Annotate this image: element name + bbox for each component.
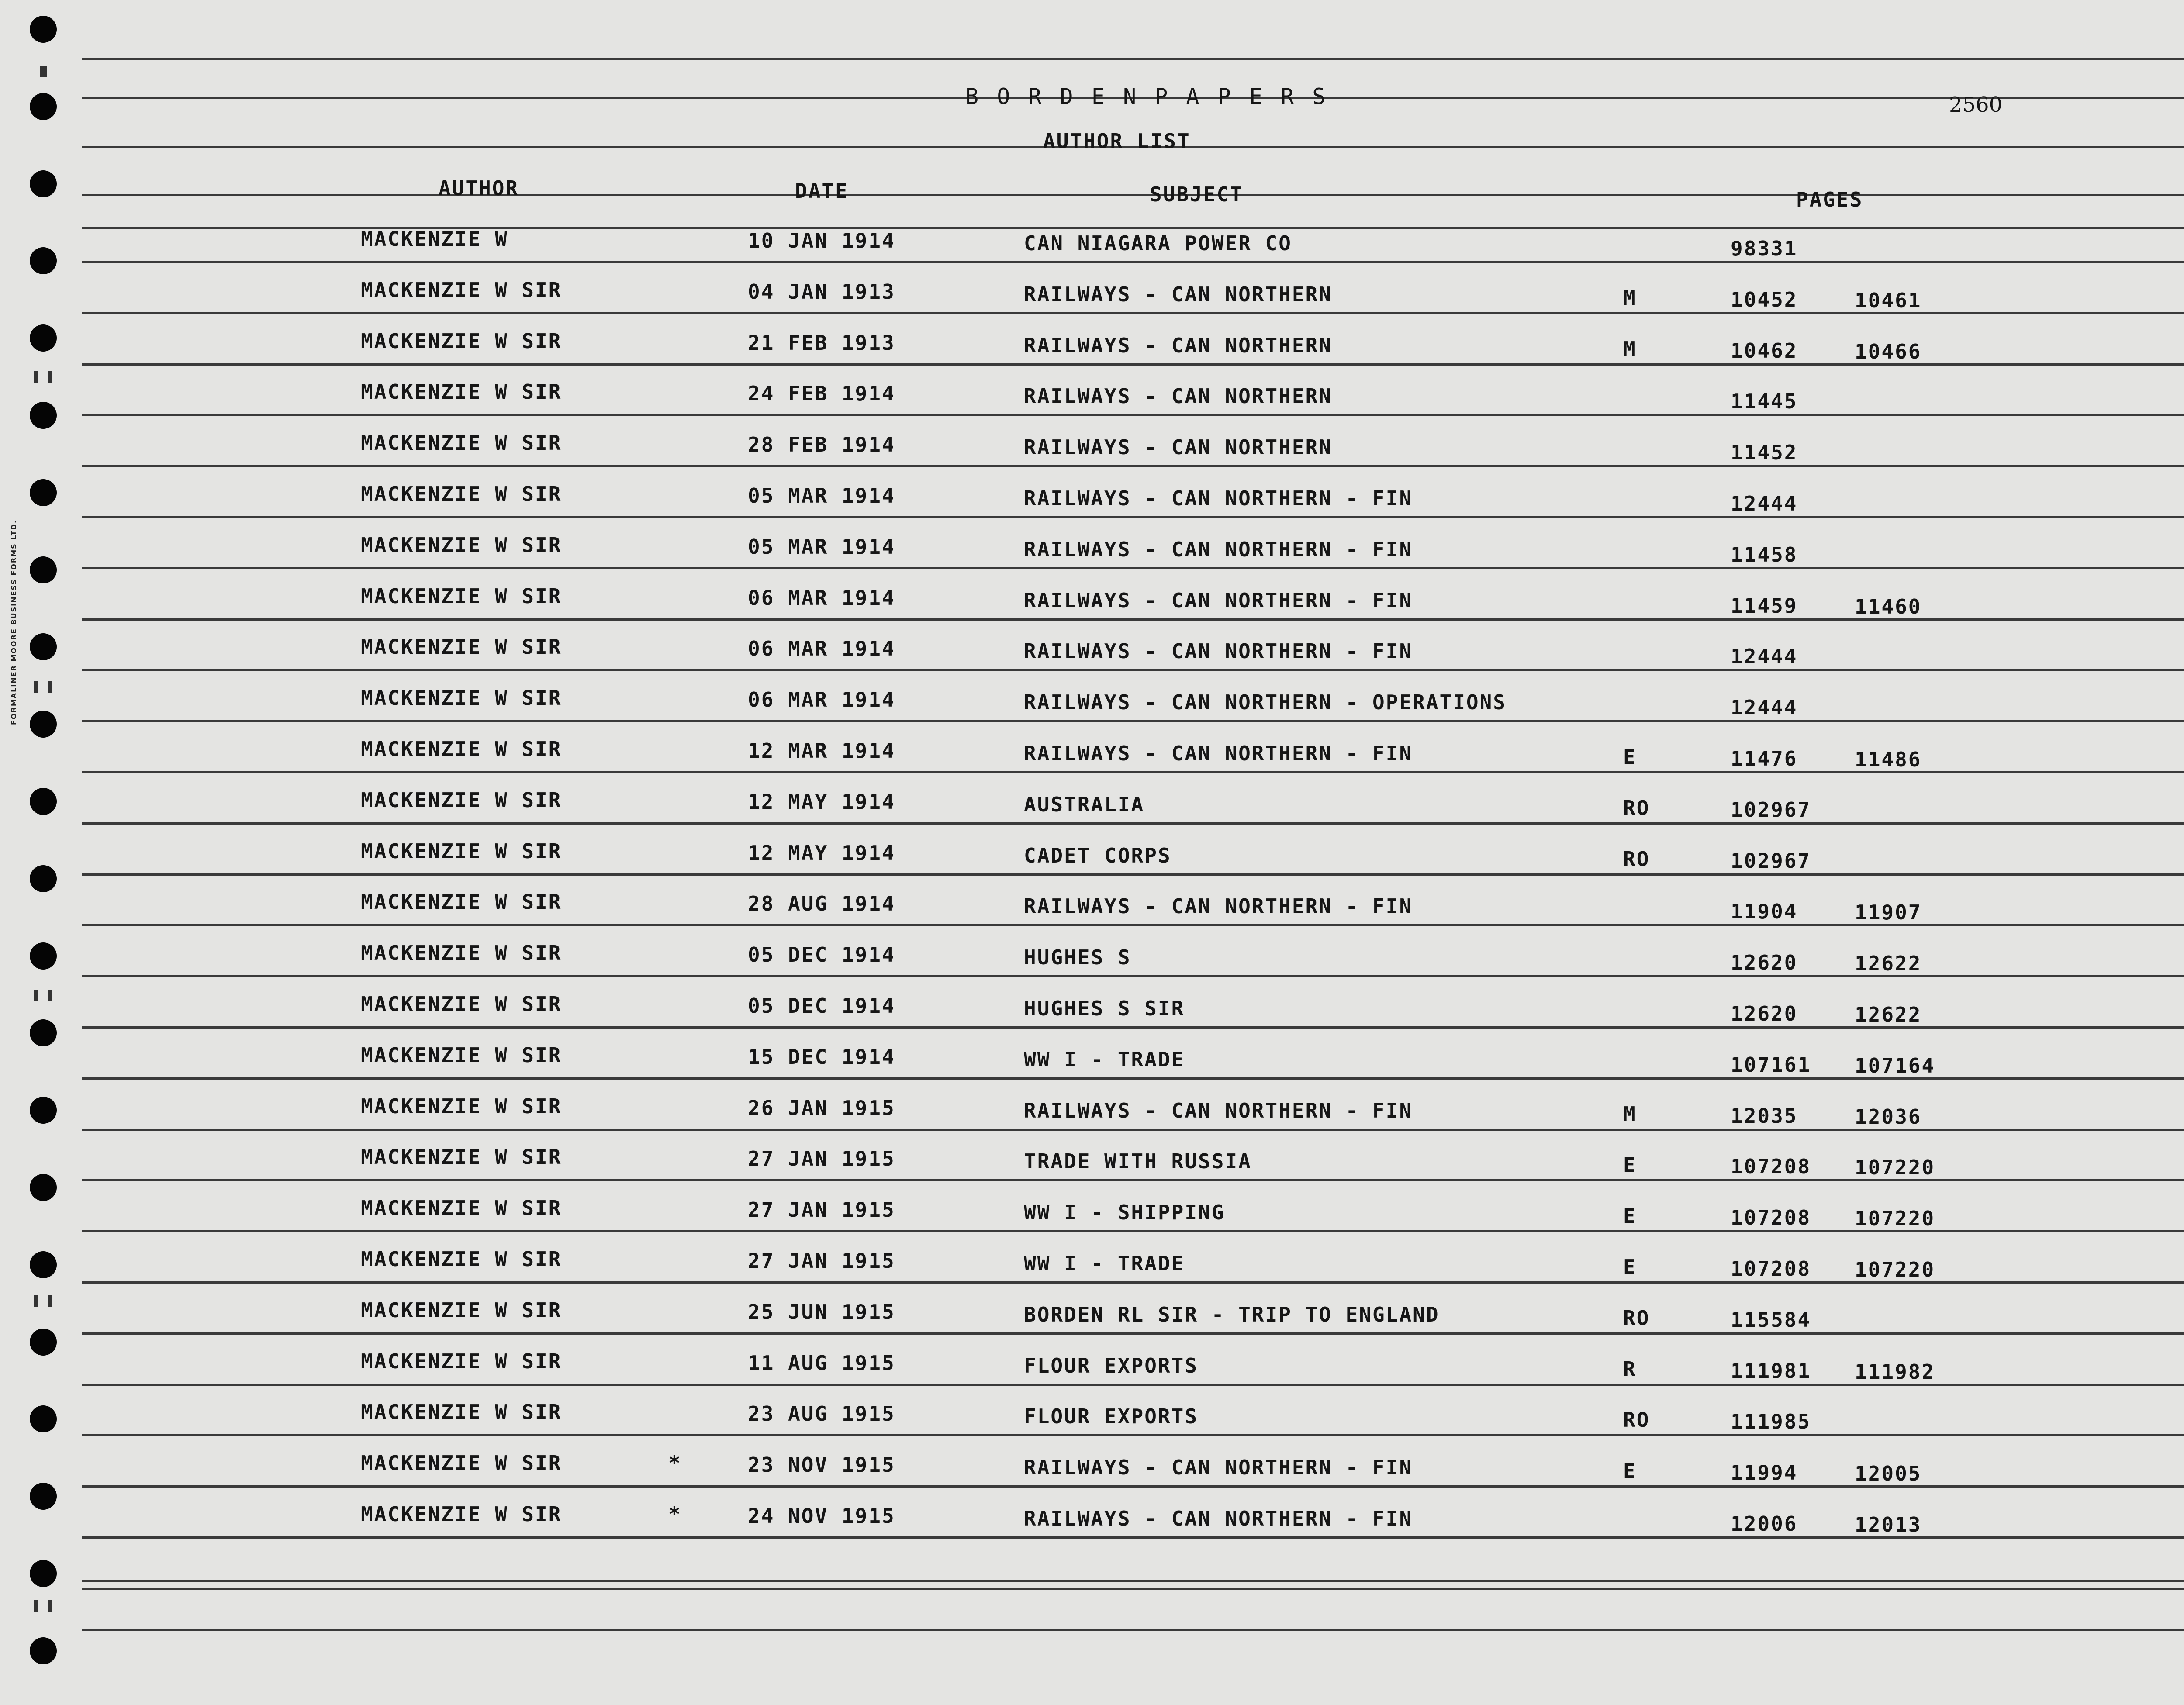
- code-cell: M: [1623, 286, 1637, 310]
- page-from-cell: 111981: [1731, 1359, 1811, 1383]
- date-cell: 28 AUG 1914: [748, 892, 895, 915]
- author-cell: MACKENZIE W SIR: [361, 1196, 562, 1220]
- page-from-cell: 12620: [1731, 1002, 1798, 1025]
- ruled-line: [82, 567, 2184, 569]
- subject-cell: RAILWAYS - CAN NORTHERN - FIN: [1024, 1099, 1413, 1122]
- ruled-line: [82, 465, 2184, 467]
- subject-cell: AUSTRALIA: [1024, 793, 1145, 816]
- ruled-line: [82, 1332, 2184, 1335]
- page-to-cell: 107220: [1855, 1258, 1935, 1281]
- table-row: [0, 380, 2184, 413]
- page-to-cell: 12622: [1855, 1003, 1922, 1026]
- ruled-line: [82, 1077, 2184, 1080]
- tractor-hole: [30, 556, 57, 583]
- date-cell: 05 DEC 1914: [748, 994, 895, 1018]
- ruled-line: [82, 1384, 2184, 1386]
- page-to-cell: 11486: [1855, 748, 1922, 771]
- author-cell: MACKENZIE W SIR: [361, 1043, 562, 1067]
- author-cell: MACKENZIE W SIR: [361, 992, 562, 1016]
- ruled-line: [82, 618, 2184, 621]
- table-row: [0, 482, 2184, 515]
- page-from-cell: 11459: [1731, 594, 1798, 618]
- date-cell: 04 JAN 1913: [748, 280, 895, 304]
- date-cell: 27 JAN 1915: [748, 1249, 895, 1273]
- tractor-hole: [30, 16, 57, 43]
- date-cell: 27 JAN 1915: [748, 1147, 895, 1170]
- table-row: [0, 431, 2184, 464]
- author-cell: MACKENZIE W SIR: [361, 1451, 562, 1475]
- page-from-cell: 12620: [1731, 951, 1798, 974]
- page-from-cell: 102967: [1731, 849, 1811, 873]
- perforation-mark: [34, 371, 38, 383]
- page-to-cell: 10461: [1855, 289, 1922, 312]
- date-cell: 06 MAR 1914: [748, 586, 895, 610]
- column-header-subject: SUBJECT: [1150, 183, 1244, 206]
- page-from-cell: 11452: [1731, 441, 1798, 464]
- table-row: [0, 1451, 2184, 1485]
- table-row: [0, 533, 2184, 566]
- page-from-cell: 11994: [1731, 1461, 1798, 1484]
- page-to-cell: 107220: [1855, 1207, 1935, 1230]
- code-cell: M: [1623, 337, 1637, 361]
- date-cell: 23 NOV 1915: [748, 1453, 895, 1477]
- date-cell: 05 MAR 1914: [748, 484, 895, 507]
- code-cell: M: [1623, 1102, 1637, 1126]
- marker-cell: *: [668, 1502, 682, 1526]
- report-title: B O R D E N P A P E R S: [965, 84, 1328, 109]
- subject-cell: RAILWAYS - CAN NORTHERN: [1024, 435, 1332, 459]
- date-cell: 05 DEC 1914: [748, 943, 895, 966]
- date-cell: 12 MAR 1914: [748, 739, 895, 763]
- perforation-mark: [48, 681, 52, 693]
- subject-cell: RAILWAYS - CAN NORTHERN - FIN: [1024, 742, 1413, 765]
- tractor-hole: [30, 1560, 57, 1587]
- subject-cell: RAILWAYS - CAN NORTHERN - FIN: [1024, 894, 1413, 918]
- ruled-line: [82, 1281, 2184, 1284]
- code-cell: RO: [1623, 847, 1650, 871]
- ruled-line: [82, 516, 2184, 518]
- page-to-cell: 11907: [1855, 901, 1922, 924]
- ruled-line: [82, 1588, 2184, 1590]
- ruled-line: [82, 924, 2184, 926]
- date-cell: 11 AUG 1915: [748, 1351, 895, 1375]
- marker-cell: *: [668, 1451, 682, 1475]
- subject-cell: WW I - SHIPPING: [1024, 1201, 1225, 1224]
- table-row: [0, 227, 2184, 260]
- date-cell: 27 JAN 1915: [748, 1198, 895, 1222]
- page-to-cell: 10466: [1855, 340, 1922, 363]
- column-header-author: AUTHOR: [439, 176, 519, 200]
- page-to-cell: 12005: [1855, 1462, 1922, 1485]
- ruled-line: [82, 312, 2184, 314]
- ruled-line: [82, 1485, 2184, 1488]
- table-row: [0, 1094, 2184, 1129]
- subject-cell: HUGHES S SIR: [1024, 997, 1185, 1020]
- code-cell: RO: [1623, 1306, 1650, 1330]
- subject-cell: CADET CORPS: [1024, 844, 1171, 867]
- table-row: [0, 839, 2184, 873]
- author-cell: MACKENZIE W SIR: [361, 635, 562, 659]
- date-cell: 06 MAR 1914: [748, 637, 895, 660]
- ruled-line: [82, 1179, 2184, 1181]
- column-header-date: DATE: [795, 179, 849, 203]
- date-cell: 21 FEB 1913: [748, 331, 895, 355]
- table-row: [0, 584, 2184, 618]
- author-cell: MACKENZIE W: [361, 227, 508, 251]
- ruled-line: [82, 771, 2184, 773]
- page-from-cell: 102967: [1731, 798, 1811, 821]
- table-row: [0, 737, 2184, 771]
- tractor-hole: [30, 865, 57, 892]
- author-cell: MACKENZIE W SIR: [361, 890, 562, 914]
- page-from-cell: 115584: [1731, 1308, 1811, 1332]
- tractor-hole: [30, 711, 57, 738]
- author-cell: MACKENZIE W SIR: [361, 1145, 562, 1169]
- author-cell: MACKENZIE W SIR: [361, 533, 562, 557]
- perforation-mark: [44, 66, 47, 77]
- date-cell: 28 FEB 1914: [748, 433, 895, 456]
- table-row: [0, 1298, 2184, 1332]
- subject-cell: FLOUR EXPORTS: [1024, 1354, 1199, 1377]
- perforation-mark: [40, 66, 44, 77]
- table-row: [0, 1043, 2184, 1077]
- perforation-mark: [34, 1295, 38, 1307]
- page-from-cell: 11476: [1731, 747, 1798, 770]
- ruled-line: [82, 1434, 2184, 1436]
- table-row: [0, 635, 2184, 668]
- code-cell: E: [1623, 1204, 1637, 1228]
- author-cell: MACKENZIE W SIR: [361, 686, 562, 710]
- page-to-cell: 12013: [1855, 1513, 1922, 1536]
- code-cell: E: [1623, 745, 1637, 769]
- page-from-cell: 107208: [1731, 1206, 1811, 1229]
- table-row: [0, 1502, 2184, 1536]
- page-from-cell: 98331: [1731, 237, 1798, 260]
- column-header-pages: PAGES: [1796, 188, 1863, 211]
- table-row: [0, 1145, 2184, 1179]
- subject-cell: CAN NIAGARA POWER CO: [1024, 231, 1292, 255]
- ruled-line: [82, 414, 2184, 416]
- perforation-mark: [48, 1600, 52, 1612]
- author-cell: MACKENZIE W SIR: [361, 278, 562, 302]
- author-cell: MACKENZIE W SIR: [361, 1247, 562, 1271]
- table-row: [0, 992, 2184, 1026]
- page-from-cell: 107208: [1731, 1155, 1811, 1178]
- page-from-cell: 12444: [1731, 696, 1798, 719]
- subject-cell: RAILWAYS - CAN NORTHERN - OPERATIONS: [1024, 690, 1507, 714]
- code-cell: E: [1623, 1153, 1637, 1177]
- page-from-cell: 12006: [1731, 1512, 1798, 1536]
- subject-cell: RAILWAYS - CAN NORTHERN: [1024, 384, 1332, 408]
- page-from-cell: 12444: [1731, 645, 1798, 668]
- table-row: [0, 941, 2184, 975]
- subject-cell: RAILWAYS - CAN NORTHERN: [1024, 334, 1332, 357]
- date-cell: 06 MAR 1914: [748, 688, 895, 711]
- tractor-hole: [30, 93, 57, 120]
- ruled-line: [82, 1129, 2184, 1131]
- date-cell: 15 DEC 1914: [748, 1045, 895, 1069]
- subject-cell: RAILWAYS - CAN NORTHERN: [1024, 283, 1332, 306]
- subject-cell: RAILWAYS - CAN NORTHERN - FIN: [1024, 639, 1413, 663]
- page-to-cell: 111982: [1855, 1360, 1935, 1384]
- author-cell: MACKENZIE W SIR: [361, 380, 562, 404]
- author-cell: MACKENZIE W SIR: [361, 788, 562, 812]
- author-cell: MACKENZIE W SIR: [361, 1350, 562, 1373]
- ruled-line: [82, 1026, 2184, 1029]
- subject-cell: RAILWAYS - CAN NORTHERN - FIN: [1024, 1507, 1413, 1530]
- author-cell: MACKENZIE W SIR: [361, 1502, 562, 1526]
- author-cell: MACKENZIE W SIR: [361, 431, 562, 455]
- subject-cell: FLOUR EXPORTS: [1024, 1405, 1199, 1428]
- table-row: [0, 1196, 2184, 1230]
- page-from-cell: 11445: [1731, 390, 1798, 413]
- page-from-cell: 11458: [1731, 543, 1798, 566]
- author-cell: MACKENZIE W SIR: [361, 1400, 562, 1424]
- subject-cell: WW I - TRADE: [1024, 1252, 1185, 1275]
- perforation-mark: [48, 1295, 52, 1307]
- date-cell: 23 AUG 1915: [748, 1402, 895, 1425]
- perforation-mark: [34, 1600, 38, 1612]
- tractor-hole: [30, 1019, 57, 1046]
- subject-cell: RAILWAYS - CAN NORTHERN - FIN: [1024, 487, 1413, 510]
- table-row: [0, 1400, 2184, 1433]
- table-row: [0, 686, 2184, 719]
- date-cell: 26 JAN 1915: [748, 1096, 895, 1120]
- ruled-line: [82, 873, 2184, 876]
- ruled-line: [82, 822, 2184, 825]
- code-cell: RO: [1623, 796, 1650, 820]
- subject-cell: RAILWAYS - CAN NORTHERN - FIN: [1024, 538, 1413, 561]
- ruled-line: [82, 58, 2184, 60]
- ruled-line: [82, 975, 2184, 977]
- ruled-line: [82, 363, 2184, 366]
- ruled-line: [82, 1580, 2184, 1582]
- page-to-cell: 107220: [1855, 1156, 1935, 1179]
- author-cell: MACKENZIE W SIR: [361, 941, 562, 965]
- subject-cell: RAILWAYS - CAN NORTHERN - FIN: [1024, 1456, 1413, 1479]
- perforation-mark: [48, 371, 52, 383]
- date-cell: 24 FEB 1914: [748, 382, 895, 405]
- page-from-cell: 12035: [1731, 1104, 1798, 1128]
- date-cell: 10 JAN 1914: [748, 229, 895, 252]
- code-cell: E: [1623, 1255, 1637, 1279]
- page-from-cell: 107161: [1731, 1053, 1811, 1077]
- ruled-line: [82, 1536, 2184, 1539]
- page-from-cell: 12444: [1731, 492, 1798, 515]
- author-cell: MACKENZIE W SIR: [361, 839, 562, 863]
- page-to-cell: 12622: [1855, 952, 1922, 975]
- subject-cell: HUGHES S: [1024, 946, 1131, 969]
- tractor-hole: [30, 1637, 57, 1664]
- table-row: [0, 278, 2184, 312]
- tractor-hole: [30, 170, 57, 197]
- perforation-mark: [34, 990, 38, 1001]
- report-subtitle: AUTHOR LIST: [1043, 129, 1191, 153]
- author-cell: MACKENZIE W SIR: [361, 737, 562, 761]
- subject-cell: BORDEN RL SIR - TRIP TO ENGLAND: [1024, 1303, 1440, 1326]
- ruled-line: [82, 1230, 2184, 1232]
- table-row: [0, 788, 2184, 821]
- page-from-cell: 10452: [1731, 288, 1798, 311]
- date-cell: 24 NOV 1915: [748, 1504, 895, 1528]
- author-cell: MACKENZIE W SIR: [361, 329, 562, 353]
- table-row: [0, 890, 2184, 924]
- code-cell: R: [1623, 1357, 1637, 1381]
- code-cell: E: [1623, 1459, 1637, 1483]
- perforation-mark: [34, 681, 38, 693]
- author-cell: MACKENZIE W SIR: [361, 1094, 562, 1118]
- ruled-line: [82, 194, 2184, 196]
- subject-cell: RAILWAYS - CAN NORTHERN - FIN: [1024, 589, 1413, 612]
- page-from-cell: 10462: [1731, 339, 1798, 362]
- date-cell: 05 MAR 1914: [748, 535, 895, 559]
- subject-cell: TRADE WITH RUSSIA: [1024, 1149, 1252, 1173]
- page-to-cell: 12036: [1855, 1105, 1922, 1129]
- page-from-cell: 107208: [1731, 1257, 1811, 1280]
- ruled-line: [82, 261, 2184, 263]
- ruled-line: [82, 1629, 2184, 1631]
- subject-cell: WW I - TRADE: [1024, 1048, 1185, 1071]
- author-cell: MACKENZIE W SIR: [361, 584, 562, 608]
- perforation-mark: [48, 990, 52, 1001]
- author-cell: MACKENZIE W SIR: [361, 1298, 562, 1322]
- ruled-line: [82, 720, 2184, 722]
- page-from-cell: 11904: [1731, 900, 1798, 923]
- code-cell: RO: [1623, 1408, 1650, 1432]
- ruled-line: [82, 669, 2184, 671]
- form-imprint: FORMALINER MOORE BUSINESS FORMS LTD.: [10, 519, 18, 725]
- table-row: [0, 1247, 2184, 1281]
- page-from-cell: 111985: [1731, 1410, 1811, 1433]
- date-cell: 12 MAY 1914: [748, 790, 895, 814]
- page-to-cell: 107164: [1855, 1054, 1935, 1077]
- page-to-cell: 11460: [1855, 595, 1922, 618]
- date-cell: 25 JUN 1915: [748, 1300, 895, 1324]
- table-row: [0, 1350, 2184, 1384]
- table-row: [0, 329, 2184, 363]
- page-number: 2560: [1949, 93, 2003, 117]
- author-cell: MACKENZIE W SIR: [361, 482, 562, 506]
- date-cell: 12 MAY 1914: [748, 841, 895, 865]
